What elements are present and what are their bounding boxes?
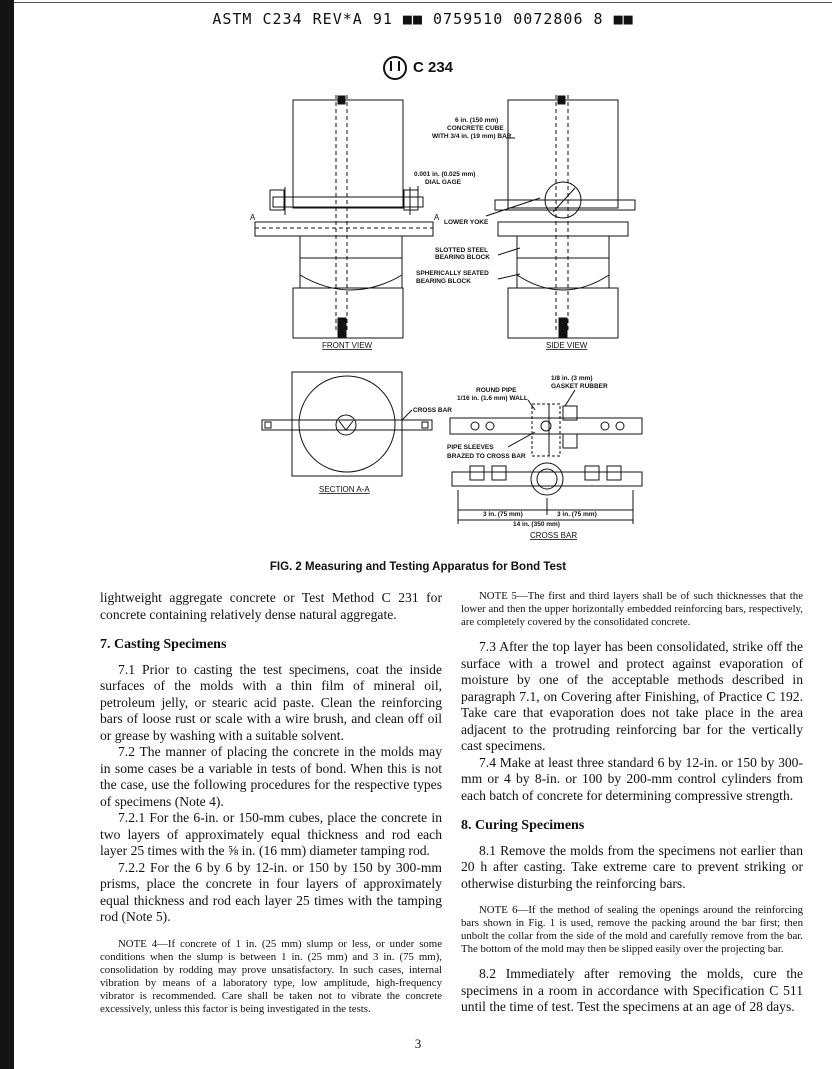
- section-7-heading: 7. Casting Specimens: [100, 637, 227, 652]
- section-8-heading: 8. Curing Specimens: [461, 818, 585, 833]
- paragraph-7-2-2: 7.2.2 For the 6 by 6 by 12-in. or 150 by 150 by 300-mm prisms, place the concrete in four layers of approximately equal thickness and rod each layer 25 times with the tamping rod (Note 5).: [100, 859, 442, 924]
- label-dial-2: DIAL GAGE: [425, 179, 461, 186]
- label-cross-bar-title: CROSS BAR: [530, 531, 578, 540]
- label-pipe-1: ROUND PIPE: [476, 387, 517, 394]
- paragraph-7-3: 7.3 After the top layer has been consolidated, strike off the surface with a trowel and protect against evaporation of moisture by one of the acceptable methods described in paragraph 7.1, on Covering after Finishing, of Practice C 192. Take care that evaporation does not take place in the area adjacent to the protruding reinforcing bar for the vertically cast specimens.: [461, 639, 803, 753]
- paragraph-8-1: 8.1 Remove the molds from the specimens not earlier than 20 h after casting. Take extreme care to prevent striking or otherwise disturbing the reinforcing bars.: [461, 842, 803, 891]
- section-a-a: [262, 372, 432, 476]
- right-column: [461, 590, 803, 1016]
- label-cube-1: 6 in. (150 mm): [455, 117, 499, 124]
- left-column: [100, 590, 442, 1026]
- label-slotted-1: SLOTTED STEEL: [435, 247, 489, 254]
- paragraph-8-2: 8.2 Immediately after removing the molds, cure the specimens in a room in accordance with Specification C 511 until the time of test. Test the specimens at an age of 28 days.: [461, 966, 803, 1014]
- label-cross-bar: CROSS BAR: [413, 407, 453, 414]
- note-5: NOTE 5—The first and third layers shall be of such thicknesses that the lower and then the upper horizontally embedded reinforcing bars, respectively, are completely covered by the consolidated concrete.: [461, 590, 803, 628]
- label-sleeve-2: BRAZED TO CROSS BAR: [447, 453, 526, 460]
- label-sleeve-1: PIPE SLEEVES: [447, 444, 494, 451]
- label-slotted-2: BEARING BLOCK: [435, 254, 490, 261]
- label-lower-yoke: LOWER YOKE: [444, 219, 489, 226]
- label-section-a-a: SECTION A-A: [319, 485, 370, 494]
- label-dim-3-right: 3 in. (75 mm): [557, 511, 597, 518]
- label-spherical-2: BEARING BLOCK: [416, 278, 471, 285]
- paragraph-7-2: 7.2 The manner of placing the concrete in the molds may in some cases be a variable in tests of bond. When this is not the case, use the following procedures for the respective types of specimens (Note 4).: [100, 744, 442, 809]
- document-header: ASTM C234 REV*A 91 ■■ 0759510 0072806 8 ■■: [212, 10, 634, 28]
- label-front-view: FRONT VIEW: [322, 341, 373, 350]
- figure-caption: FIG. 2 Measuring and Testing Apparatus for Bond Test: [269, 561, 567, 573]
- label-spherical-1: SPHERICALLY SEATED: [416, 270, 489, 277]
- label-gasket-2: GASKET RUBBER: [551, 383, 608, 390]
- label-dim-14: 14 in. (350 mm): [513, 521, 560, 528]
- paragraph-7-1: 7.1 Prior to casting the test specimens, coat the inside surfaces of the molds with a thin film of mineral oil, petroleum jelly, or stearic acid paste. Clean the reinforcing bars of loose rust or scale with a wire brush, and clean off oil or grease by washing with a suitable solvent.: [100, 661, 442, 743]
- label-cube-3: WITH 3/4 in. (19 mm) BAR: [432, 133, 512, 140]
- label-a-right: A: [434, 213, 440, 222]
- side-view: [495, 95, 635, 338]
- note-4: NOTE 4—If concrete of 1 in. (25 mm) slump or less, or under some conditions when the slump is between 1 in. (25 mm) and 3 in. (75 mm), consolidation by rodding may prove unsatisfactory. In such cases, internal vibration by means of a laboratory type, low amplitude, high-frequency vibrator is recommended. Care shall be taken not to vibrate the concrete excessively, unless this factor is being investigated in the tests.: [100, 937, 442, 1015]
- label-dim-3-left: 3 in. (75 mm): [483, 511, 523, 518]
- label-a-left: A: [250, 213, 256, 222]
- paragraph-7-4: 7.4 Make at least three standard 6 by 12-in. or 150 by 300-mm or 4 by 8-in. or 100 by 200-mm control cylinders from each batch of concrete for determining compressive strength.: [461, 754, 803, 803]
- label-cube-2: CONCRETE CUBE: [447, 125, 504, 132]
- label-gasket-1: 1/8 in. (3 mm): [551, 375, 593, 382]
- standard-number: C 234: [412, 58, 454, 76]
- label-dial-1: 0.001 in. (0.025 mm): [414, 171, 476, 178]
- cross-bar-detail: [450, 404, 642, 524]
- label-pipe-2: 1/16 in. (1.6 mm) WALL: [457, 395, 528, 402]
- paragraph-continued: lightweight aggregate concrete or Test Method C 231 for concrete containing relatively dense natural aggregate.: [100, 590, 442, 622]
- page-number: 3: [414, 1036, 422, 1051]
- front-view: [255, 95, 433, 338]
- paragraph-7-2-1: 7.2.1 For the 6-in. or 150-mm cubes, place the concrete in two layers of approximately equal thickness and rod each layer 25 times with the ⅝ in. (16 mm) diameter tamping rod.: [100, 810, 442, 858]
- note-6: NOTE 6—If the method of sealing the openings around the reinforcing bars shown in Fig. 1 is used, remove the packing around the bar first; then unbolt the collar from the side of the mold and carefully remove from the bar. The bottom of the mold may then be slipped easily over the projecting bar.: [461, 904, 803, 955]
- label-side-view: SIDE VIEW: [546, 341, 588, 350]
